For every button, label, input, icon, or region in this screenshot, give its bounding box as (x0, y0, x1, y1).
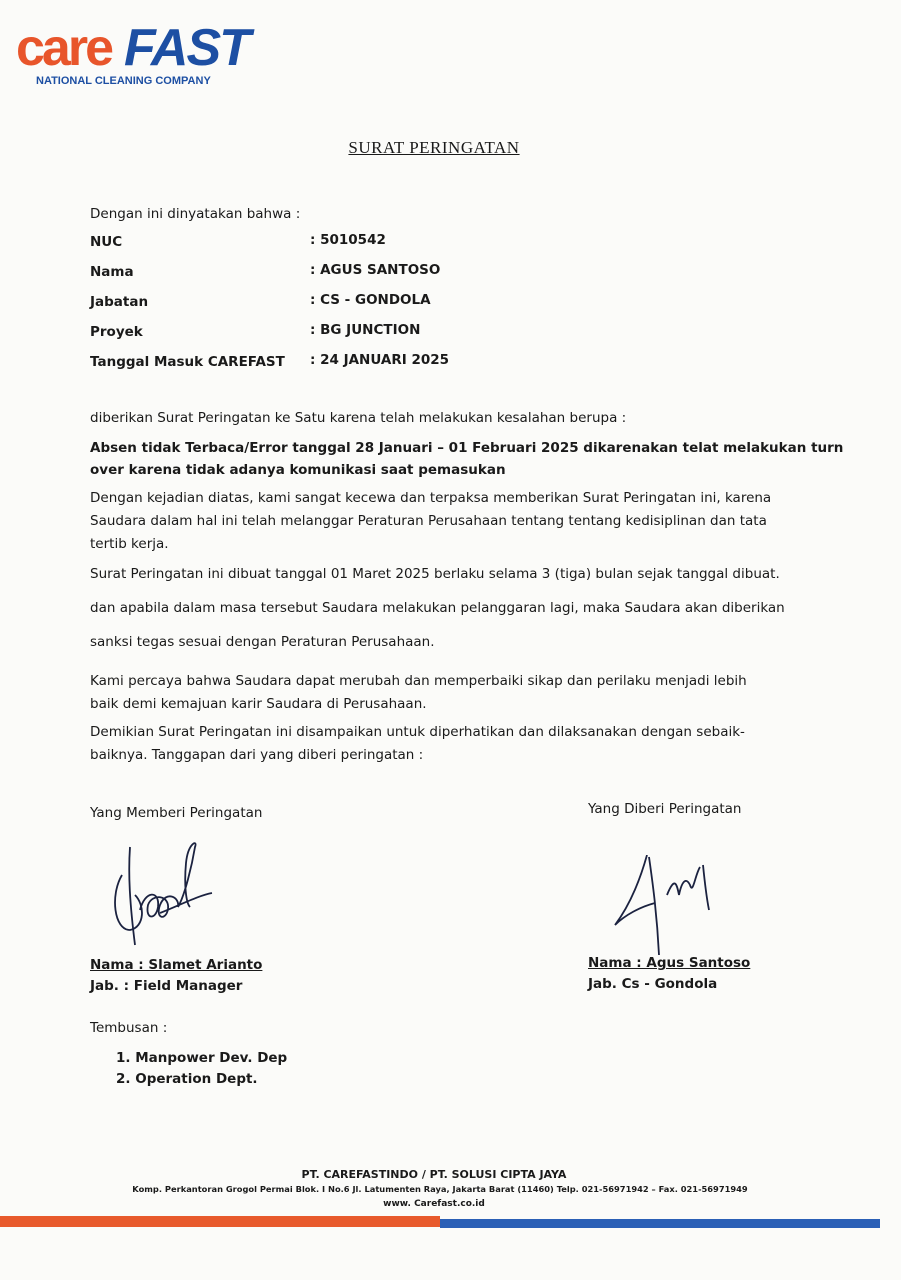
signer-left-position: Jab. : Field Manager (90, 978, 243, 994)
footer-bar-orange (0, 1216, 440, 1227)
field-value-proyek: : BG JUNCTION (310, 322, 421, 338)
signature-left-drawing (100, 835, 220, 950)
signer-left-name: Nama : Slamet Arianto (90, 957, 263, 973)
field-value-tanggal-masuk: : 24 JANUARI 2025 (310, 352, 450, 368)
field-value-nuc: : 5010542 (310, 232, 386, 248)
footer-address: Komp. Perkantoran Grogol Permai Blok. I No.6 Jl. Latumenten Raya, Jakarta Barat (11460) Telp. 021-56971942 – Fax. 021-56971949 (132, 1184, 748, 1194)
letter-title: SURAT PERINGATAN (348, 138, 520, 157)
signer-right-heading: Yang Diberi Peringatan (588, 801, 742, 817)
intro-text: Dengan ini dinyatakan bahwa : (90, 206, 301, 222)
reason-line-1: Absen tidak Terbaca/Error tanggal 28 Januari – 01 Februari 2025 dikarenakan telat melakukan turn (90, 440, 844, 456)
signature-right-drawing (605, 855, 735, 960)
para1-line-3: tertib kerja. (90, 536, 169, 552)
field-label-jabatan: Jabatan (90, 294, 149, 310)
footer-bar-blue (440, 1219, 880, 1228)
cc-heading: Tembusan : (90, 1020, 168, 1036)
para3-line-1: dan apabila dalam masa tersebut Saudara melakukan pelanggaran lagi, maka Saudara akan diberikan (90, 600, 785, 616)
para2: Surat Peringatan ini dibuat tanggal 01 Maret 2025 berlaku selama 3 (tiga) bulan sejak tanggal dibuat. (90, 566, 780, 582)
para4-line-1: Kami percaya bahwa Saudara dapat merubah dan memperbaiki sikap dan perilaku menjadi lebih (90, 673, 747, 689)
logo-word-fast: FAST (124, 19, 249, 77)
para5-line-2: baiknya. Tanggapan dari yang diberi peringatan : (90, 747, 424, 763)
signer-left-heading: Yang Memberi Peringatan (90, 805, 263, 821)
cc-item-1: 1. Manpower Dev. Dep (116, 1050, 288, 1066)
signer-right-name: Nama : Agus Santoso (588, 955, 751, 971)
reason-intro: diberikan Surat Peringatan ke Satu karena telah melakukan kesalahan berupa : (90, 410, 627, 426)
field-value-jabatan: : CS - GONDOLA (310, 292, 431, 308)
footer-web: www. Carefast.co.id (383, 1199, 485, 1209)
reason-line-2: over karena tidak adanya komunikasi saat pemasukan (90, 462, 506, 478)
field-label-nuc: NUC (90, 234, 123, 250)
field-label-tanggal-masuk: Tanggal Masuk CAREFAST (90, 354, 285, 370)
para5-line-1: Demikian Surat Peringatan ini disampaikan untuk diperhatikan dan dilaksanakan dengan sebaik- (90, 724, 745, 740)
signer-right-position: Jab. Cs - Gondola (588, 976, 718, 992)
cc-item-2: 2. Operation Dept. (116, 1071, 258, 1087)
para1-line-1: Dengan kejadian diatas, kami sangat kecewa dan terpaksa memberikan Surat Peringatan ini, karena (90, 490, 772, 506)
logo-subtitle: NATIONAL CLEANING COMPANY (36, 75, 211, 87)
footer-company: PT. CAREFASTINDO / PT. SOLUSI CIPTA JAYA (301, 1168, 567, 1181)
para4-line-2: baik demi kemajuan karir Saudara di Perusahaan. (90, 696, 427, 712)
company-logo (16, 20, 256, 90)
field-value-nama: : AGUS SANTOSO (310, 262, 441, 278)
logo-word-care: care (16, 19, 111, 77)
para3-line-2: sanksi tegas sesuai dengan Peraturan Perusahaan. (90, 634, 435, 650)
field-label-proyek: Proyek (90, 324, 143, 340)
field-label-nama: Nama (90, 264, 134, 280)
para1-line-2: Saudara dalam hal ini telah melanggar Peraturan Perusahaan tentang tentang kedisiplinan dan tata (90, 513, 767, 529)
